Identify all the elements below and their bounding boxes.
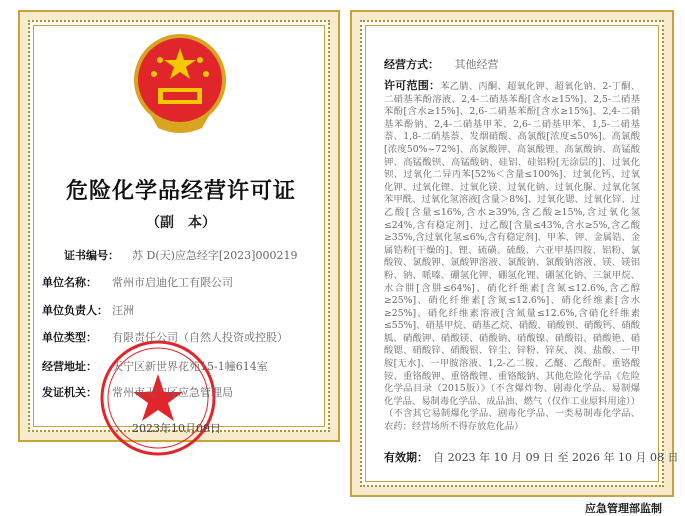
certificate-number: 苏 D(天)应急经字[2023]000219 xyxy=(132,249,298,262)
supervisor-footer: 应急管理部监制 xyxy=(585,501,662,515)
certificate-front-page xyxy=(18,10,340,442)
field-label: 单位负责人： xyxy=(42,304,108,317)
responsible-person: 汪洲 xyxy=(112,304,134,317)
company-type: 有限责任公司（自然人投资或控股） xyxy=(112,331,288,344)
mode-label: 经营方式： xyxy=(384,58,439,71)
field-label: 证书编号： xyxy=(64,249,119,262)
certificate-back-page xyxy=(350,10,679,497)
validity-label: 有效期： xyxy=(384,450,428,464)
company-name: 常州市启迪化工有限公司 xyxy=(112,276,233,289)
field-label: 经营地址： xyxy=(42,360,97,373)
field-label: 单位名称： xyxy=(42,276,97,289)
certificate-subtitle: （副 本） xyxy=(146,215,216,231)
business-address: 天宁区新世界花苑15-1幢614室 xyxy=(112,360,268,373)
validity-value: 自 2023 年 10 月 09 日 至 2026 年 10 月 08 日 xyxy=(433,450,679,464)
certificate-title: 危险化学品经营许可证 xyxy=(65,179,296,204)
field-label: 发证机关： xyxy=(42,386,97,399)
field-label: 单位类型： xyxy=(42,331,97,344)
scope-label: 许可范围： xyxy=(384,79,441,92)
issue-date: 2023年10月09日 xyxy=(132,422,221,435)
license-scope xyxy=(374,80,650,434)
issuing-authority: 常州市天宁区应急管理局 xyxy=(112,386,233,399)
scope-value: 苯乙腈、丙酮、超氧化钾、超氧化钠、2-丁酮、二硝基苯酚溶液、2,4-二硝基苯酚[含水≥15%]、2,5-二硝基苯酚[含水≥15%]、2,6-二硝基苯酚[含水≥15%]、2,4-二硝基苯酚钠、2,4-二硝基甲苯、2,6-二硝基甲苯、1,5-二硝基萘、1,8-二硝基萘、发烟硝酸、高氯酸[浓度≤50%]、高氯酸[浓度50%~72%]、高氯酸钾、高氯酸锂、高氯酸钠、高锰酸钾、高锰酸钡、高锰酸钠、硅铝、硅铝粉[无涂层的]、过氧化钡、过氧化二异丙苯[52%＜含量≤100%]、过氧化钙、过氧化钾、过氧化锂、过氧化镁、过氧化钠、过氧化脲、过氧化氢苯甲酰、过氧化氢溶液[含量＞8%]、过氧化锶、过氧化锌、过乙酸[含量≤16%,含水≥39%,含乙酸≥15%,含过氧化氢≤24%,含有稳定剂]、过乙酸[含量≤43%,含水≥5%,含乙酸≥35%,含过氧化氢≤6%,含有稳定剂]、甲苯、钾、金属锆、金属锆粉[干燥的]、锂、硫磺、硫酸、六亚甲基四胺、铝粉、氯酸铵、氯酸钾、氯酸钾溶液、氯酸钠、氯酸钠溶液、镁、镁铝粉、钠、哌嗪、硼氢化钾、硼氢化锂、硼氢化钠、三氯甲烷、水合肼[含肼≤64%]、硝化纤维素[含氮≤12.6%,含乙醇≥25%]、硝化纤维素[含氮≤12.6%]、硝化纤维素[含水≥25%]、硝化纤维素溶液[含氮量≤12.6%,含硝化纤维素≤55%]、硝基甲烷、硝基乙烷、硝酸、硝酸钡、硝酸钙、硝酸胍、硝酸钾、硝酸镁、硝酸钠、硝酸镍、硝酸铅、硝酸铯、硝酸锶、硝酸锌、硝酸银、锌尘、锌粉、锌灰、溴、盐酸、一甲胺[无水]、一甲胺溶液、1,2-乙二胺、乙醚、乙酸酐、重铬酸铵、重铬酸钾、重铬酸锂、重铬酸钠、其他危险化学品《危险化学品目录（2015版）》（不含爆炸物、剧毒化学品、易制爆化学品、易制毒化学品、成品油、燃气（仅作工业原料用途））（不含其它易制爆化学品、剧毒化学品、一类易制毒化学品、农药；经营场所不得存放危化品） xyxy=(384,81,640,433)
mode-value: 其他经营 xyxy=(454,58,499,71)
national-emblem-icon xyxy=(130,30,230,140)
certificate-back-wrapper xyxy=(350,10,679,516)
